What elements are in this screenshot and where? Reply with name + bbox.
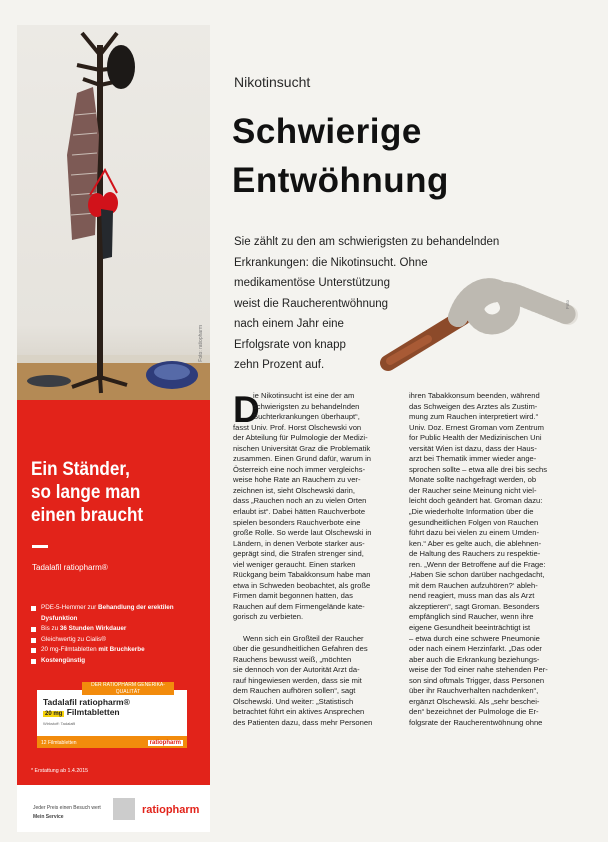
- body-text-line: de Haltung des Rauchers zu respektie-: [409, 549, 541, 559]
- body-text-line: über ihr Rauchverhalten nachdenken“,: [409, 686, 539, 696]
- body-text-line: etwa in Schweden beobachtet, als große: [233, 580, 371, 590]
- coat-stand-illustration: [17, 25, 210, 400]
- body-text-line: Olschewski. Und weiter: „Statistisch: [233, 696, 354, 706]
- bullet-square-icon: [31, 648, 36, 653]
- body-text-line: über die gesundheitlichen Gefahren des: [233, 644, 368, 654]
- ad-bullet: 20 mg-Filmtabletten mit Bruchkerbe: [31, 645, 203, 656]
- body-text-line: große Rolle. So werde laut Olschewski in: [233, 528, 372, 538]
- body-text-line: zeichnen ist, sieht Olschewski darin,: [233, 485, 355, 495]
- body-text-line: ie Nikotinsucht ist eine der am: [253, 391, 355, 400]
- quality-badge: DER RATIOPHARM GENERIKA-QUALITÄT: [82, 682, 174, 695]
- body-text-line: aber auch die Erkrankung beziehungs-: [409, 654, 540, 664]
- package-dose: [43, 707, 120, 717]
- ad-photo-coat-stand: [17, 25, 210, 400]
- package-active-ingredient: Wirkstoff: Tadalafil: [43, 721, 76, 726]
- body-text-line: weise hohe Rate an Rauchern zu ver-: [233, 475, 361, 485]
- body-text-line: rauf hingewiesen werden, dass sie mit: [233, 675, 362, 685]
- service-badge-icon: [113, 798, 135, 820]
- lead-line: Erkrankungen: die Nikotinsucht. Ohne: [234, 256, 428, 269]
- ad-divider: [32, 545, 48, 548]
- ad-footer: [17, 785, 210, 832]
- body-text-line: „Die wiederholte Information über die: [409, 507, 534, 517]
- body-text-line: arzt bei Thematik immer wieder ange-: [409, 454, 537, 464]
- ratiopharm-logo: ratiopharm: [142, 804, 200, 816]
- body-text-line: ren. „Wenn der Betroffene auf die Frage:: [409, 559, 546, 569]
- body-text-line: empfänglich sind Raucher, wenn ihre: [409, 612, 534, 622]
- body-text-line: ihren Tabakkonsum beenden, während: [409, 391, 540, 400]
- photo-credit: Foto: ratiopharm: [198, 325, 204, 362]
- body-text-line: Firmen damit begonnen hatten, das: [233, 591, 353, 601]
- ad-footer-slogan: Jeder Preis einen Besuch wert: [33, 805, 101, 811]
- package-stripe: [37, 736, 187, 748]
- ad-headline: [31, 458, 186, 527]
- body-text-line: der Abteilung für Pulmologie der Medizi-: [233, 433, 368, 443]
- ad-bullet-list: [31, 603, 203, 666]
- body-text-line: gorisch zu verbieten.: [233, 612, 304, 622]
- body-text-line: folgsrate der Raucherentwöhnung ohne: [409, 717, 543, 727]
- article-title-line: Entwöhnung: [232, 161, 449, 200]
- body-text-line: erlaubt ist“. Dabei hätten Rauchverbote: [233, 507, 366, 517]
- body-text-line: zusammen. Einen Grund dafür, warum in: [233, 454, 372, 464]
- body-text-line: leicht doch geändert hat. Groman dazu:: [409, 496, 543, 506]
- body-text-line: gesundheitlichen Folgen von Rauchen: [409, 517, 539, 527]
- body-text-line: ken.“ Aber es gelte auch, die ablehnen-: [409, 538, 542, 548]
- body-text-line: – etwa durch eine schwere Pneumonie: [409, 633, 540, 643]
- ad-bullet: PDE-5-Hemmer zur Behandlung der erektilen Dysfunktion: [31, 603, 203, 624]
- body-text-line: dem Rauchen aufhören sollen“, sagt: [233, 686, 356, 696]
- ad-product-line: Tadalafil ratiopharm®: [32, 563, 108, 572]
- ad-headline-line: einen braucht: [31, 505, 144, 526]
- body-text-line: des Patienten dazu, dass mehr Personen: [233, 717, 373, 727]
- article-kicker: Nikotinsucht: [234, 74, 311, 90]
- dose-form: Filmtabletten: [66, 707, 120, 717]
- body-text-line: Österreich eine noch immer vergleichs-: [233, 464, 366, 474]
- ad-headline-line: so lange man: [31, 482, 141, 503]
- body-text-line: mung zum Rauchen interpretiert wird.“: [409, 412, 539, 422]
- body-text-line: fasst Univ. Prof. Horst Olschewski von: [233, 422, 362, 432]
- body-text-line: Rauchens bewusst weiß, „möchten: [233, 654, 352, 664]
- body-text-line: [233, 623, 401, 634]
- package-count: 12 Filmtabletten: [41, 740, 77, 746]
- bullet-square-icon: [31, 638, 36, 643]
- ad-bullet: Kostengünstig: [31, 656, 203, 667]
- body-text-line: for Public Health der Medizinischen Uni: [409, 433, 542, 443]
- body-text-line: Rückgang beim Tabakkonsum habe man: [233, 570, 371, 580]
- body-text-line: Univ. Doz. Ernest Groman vom Zentrum: [409, 422, 544, 432]
- body-text-line: akzeptieren“, sagt Groman. Besonders: [409, 601, 540, 611]
- bullet-square-icon: [31, 627, 36, 632]
- package-brand-logo: ratiopharm: [149, 740, 181, 746]
- ad-headline-line: Ein Ständer,: [31, 459, 130, 480]
- body-text-line: dass „Rauchen noch an zu vielen Orten: [233, 496, 367, 506]
- body-text-line: nischen Universität Graz die Problematik: [233, 443, 371, 453]
- bullet-square-icon: [31, 659, 36, 664]
- body-text-line: ergänzt Olschewski. Als „sehr beschei-: [409, 696, 540, 706]
- body-text-line: eigene Gesundheit beeinträchtigt ist: [409, 623, 531, 633]
- article-column-1: [233, 391, 401, 729]
- lead-line: Erfolgsrate von knapp: [234, 338, 346, 351]
- body-text-line: der Raucher seine Meinung nicht viel-: [409, 485, 537, 495]
- lead-line: zehn Prozent auf.: [234, 359, 325, 371]
- body-text-line: sprochen sollte – etwa alle drei bis sechs: [409, 464, 548, 474]
- lead-line: Sie zählt zu den am schwierigsten zu behandelnden: [234, 236, 500, 248]
- body-text-line: geprägt sind, die Strafen strenger sind,: [233, 549, 364, 559]
- body-text-line: Ländern, in denen Verbote starker aus-: [233, 538, 365, 548]
- knotted-cigarette-photo: [368, 265, 578, 375]
- ad-red-panel: [17, 400, 210, 785]
- body-text-line: das Schweigen des Arztes als Zustim-: [409, 401, 538, 411]
- ad-footer-service: Mein Service: [33, 814, 64, 820]
- body-text-line: Monate sollte nachgefragt werden, ob: [409, 475, 537, 485]
- body-text-line: Wenn sich ein Großteil der Raucher: [243, 633, 364, 643]
- body-text-line: oder nach einem Herzinfarkt. „Das oder: [409, 644, 542, 654]
- body-text-line: son sind oftmals Trigger, dass Personen: [409, 675, 545, 685]
- lead-line: nach einem Jahr eine: [234, 318, 344, 330]
- bullet-square-icon: [31, 606, 36, 611]
- body-text-line: Rauchen auf dem Firmengelände kate-: [233, 601, 365, 611]
- dose-strength: 20 mg: [45, 711, 63, 717]
- body-text-line: mit dem Rauchen aufzuhören?‘ ableh-: [409, 580, 538, 590]
- ad-footnote: * Erstattung ab 1.4.2015: [31, 768, 89, 774]
- body-text-line: nend reagiert, muss man das als Arzt: [409, 591, 535, 601]
- body-text-line: versität Wien ist dazu, dass der Haus-: [409, 443, 537, 453]
- body-text-line: ‚Haben Sie schon darüber nachgedacht,: [409, 570, 545, 580]
- photo-credit: Foto: [565, 300, 570, 310]
- body-text-line: Suchterkrankungen überhaupt“,: [253, 412, 360, 422]
- ad-bullet: Bis zu 36 Stunden Wirkdauer: [31, 624, 203, 635]
- package-name: Tadalafil ratiopharm®: [43, 697, 130, 707]
- body-text-line: viel weniger geraucht. Einen starken: [233, 559, 356, 569]
- ad-bullet: Gleichwertig zu Cialis®: [31, 635, 203, 646]
- article-column-2: [409, 391, 577, 729]
- body-text-line: spielen besonders Rauchverbote eine: [233, 517, 361, 527]
- advertisement: [17, 25, 210, 832]
- lead-line: weist die Raucherentwöhnung: [234, 297, 389, 310]
- body-text-line: den“ bezeichnet der Pulmologe die Er-: [409, 707, 539, 717]
- product-package: [37, 682, 187, 748]
- body-text-line: sie dennoch von der Autorität Arzt da-: [233, 665, 360, 675]
- body-text-line: führt dazu bei vielen zu einem Umden-: [409, 528, 540, 538]
- body-text-line: weise der Tod einer nahe stehenden Per-: [409, 665, 548, 675]
- body-text-line: betrachtet führt ein aktives Ansprechen: [233, 707, 365, 717]
- body-text-line: schwierigsten zu behandelnden: [253, 401, 360, 411]
- lead-line: medikamentöse Unterstützung: [234, 277, 390, 289]
- drop-cap: D: [233, 389, 260, 430]
- article-title-line: Schwierige: [232, 112, 422, 151]
